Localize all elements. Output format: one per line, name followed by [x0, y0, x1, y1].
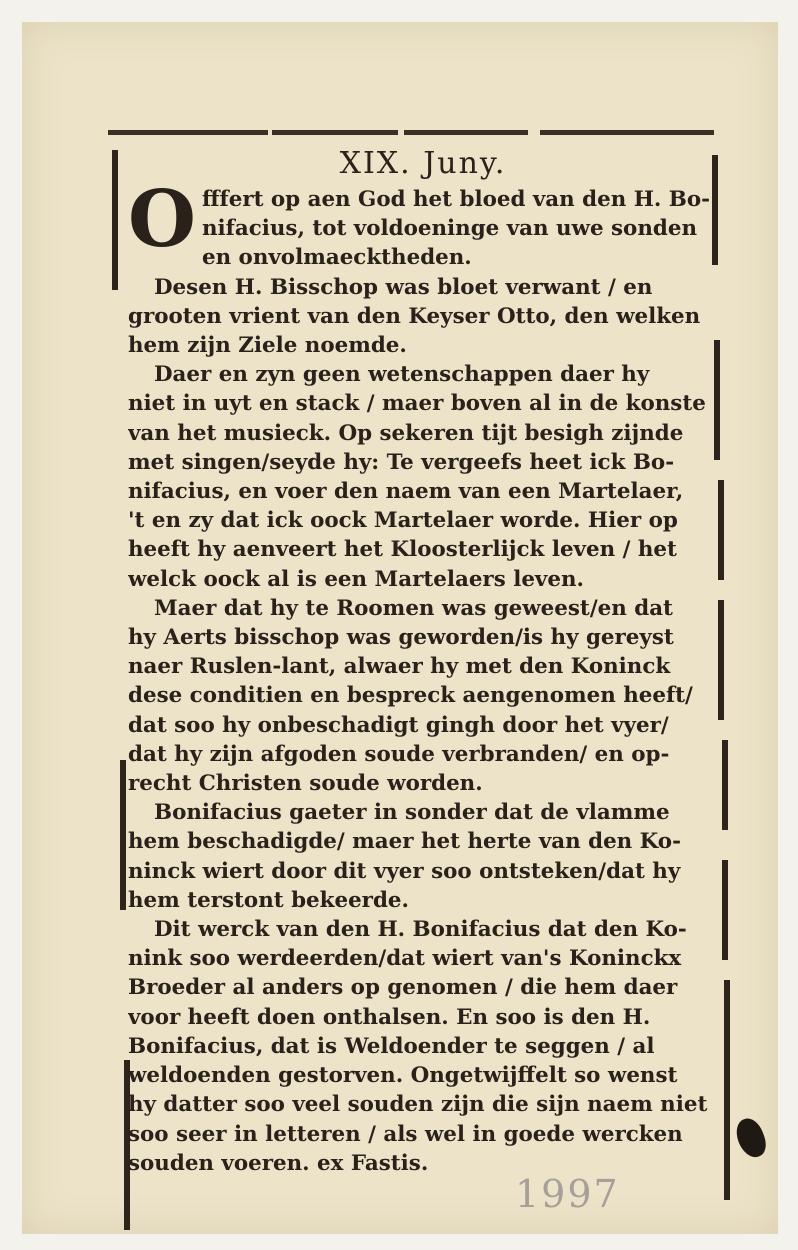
text-line: nifacius, en voer den naem van een Martelaer,	[128, 479, 684, 505]
text-line: Daer en zyn geen wetenschappen daer hy	[154, 362, 650, 388]
text-line: hem beschadigde/ maer het herte van den Ko-	[128, 829, 681, 855]
top-rule-2	[272, 130, 398, 135]
text-line: hy Aerts bisschop was geworden/is hy gereyst	[128, 625, 674, 651]
text-line: hy datter soo veel souden zijn die sijn naem niet	[128, 1092, 708, 1118]
drop-cap: O	[128, 174, 196, 265]
text-line: grooten vrient van den Keyser Otto, den welken	[128, 303, 701, 329]
right-margin-bar	[718, 480, 724, 580]
text-line: en onvolmaecktheden.	[201, 245, 472, 271]
text-line: dat soo hy onbeschadigt gingh door het vyer/	[128, 712, 669, 738]
right-margin-bar	[722, 740, 728, 830]
text-line: recht Christen soude worden.	[128, 771, 483, 797]
text-line: niet in uyt en stack / maer boven al in de konste	[128, 391, 706, 417]
text-line: ninck wiert door dit vyer soo ontsteken/dat hy	[128, 858, 681, 884]
right-margin-bar	[718, 600, 724, 720]
text-line: fffert op aen God het bloed van den H. Bo-	[201, 187, 711, 212]
paragraph-6	[128, 915, 718, 1178]
pencil-number: 1997	[515, 1172, 620, 1216]
right-margin-bar	[722, 860, 728, 960]
text-line: met singen/seyde hy: Te vergeefs heet ick Bo-	[128, 449, 675, 475]
text-line: dese conditien en bespreck aengenomen heeft/	[128, 683, 693, 709]
text-line: Maer dat hy te Roomen was geweest/en dat	[154, 595, 673, 621]
text-line: Broeder al anders op genomen / die hem daer	[128, 975, 678, 1001]
text-line: naer Ruslen-lant, alwaer hy met den Koninck	[128, 654, 671, 680]
text-line: Desen H. Bisschop was bloet verwant / en	[154, 274, 653, 300]
paragraph-5	[128, 798, 718, 915]
text-line: welck oock al is een Martelaers leven.	[128, 566, 584, 592]
text-line: hem zijn Ziele noemde.	[128, 333, 407, 359]
paragraph-3	[128, 360, 718, 594]
text-line: souden voeren. ex Fastis.	[128, 1150, 429, 1176]
text-line: 't en zy dat ick oock Martelaer worde. Hier op	[128, 508, 678, 534]
paragraph-2	[128, 273, 718, 361]
top-rule-3	[404, 130, 528, 135]
text-line: van het musieck. Op sekeren tijt besigh zijnde	[128, 420, 684, 446]
text-line: voor heeft doen onthalsen. En soo is den H.	[128, 1004, 651, 1030]
paragraph-1	[128, 174, 718, 273]
text-line: weldoenden gestorven. Ongetwijffelt so wenst	[128, 1063, 678, 1089]
left-margin-bar	[112, 150, 118, 290]
paragraph-4	[128, 594, 718, 798]
left-margin-bar	[120, 760, 126, 910]
top-rule-1	[108, 130, 268, 135]
page-text	[128, 146, 718, 1178]
text-line: Dit werck van den H. Bonifacius dat den Ko-	[154, 917, 687, 943]
page-title: XIX. Juny.	[339, 146, 507, 181]
text-line: hem terstont bekeerde.	[128, 887, 409, 913]
right-margin-bar	[724, 980, 730, 1200]
text-line: soo seer in letteren / als wel in goede wercken	[128, 1121, 683, 1147]
top-rule-4	[540, 130, 714, 135]
text-line: Bonifacius gaeter in sonder dat de vlamme	[154, 800, 670, 826]
text-line: heeft hy aenveert het Kloosterlijck leven / het	[128, 537, 677, 563]
text-line: Bonifacius, dat is Weldoender te seggen / al	[128, 1033, 655, 1059]
text-line: nifacius, tot voldoeninge van uwe sonden	[201, 216, 697, 242]
text-line: dat hy zijn afgoden soude verbranden/ en op-	[128, 741, 670, 767]
text-line: nink soo werdeerden/dat wiert van's Koninckx	[128, 946, 682, 972]
